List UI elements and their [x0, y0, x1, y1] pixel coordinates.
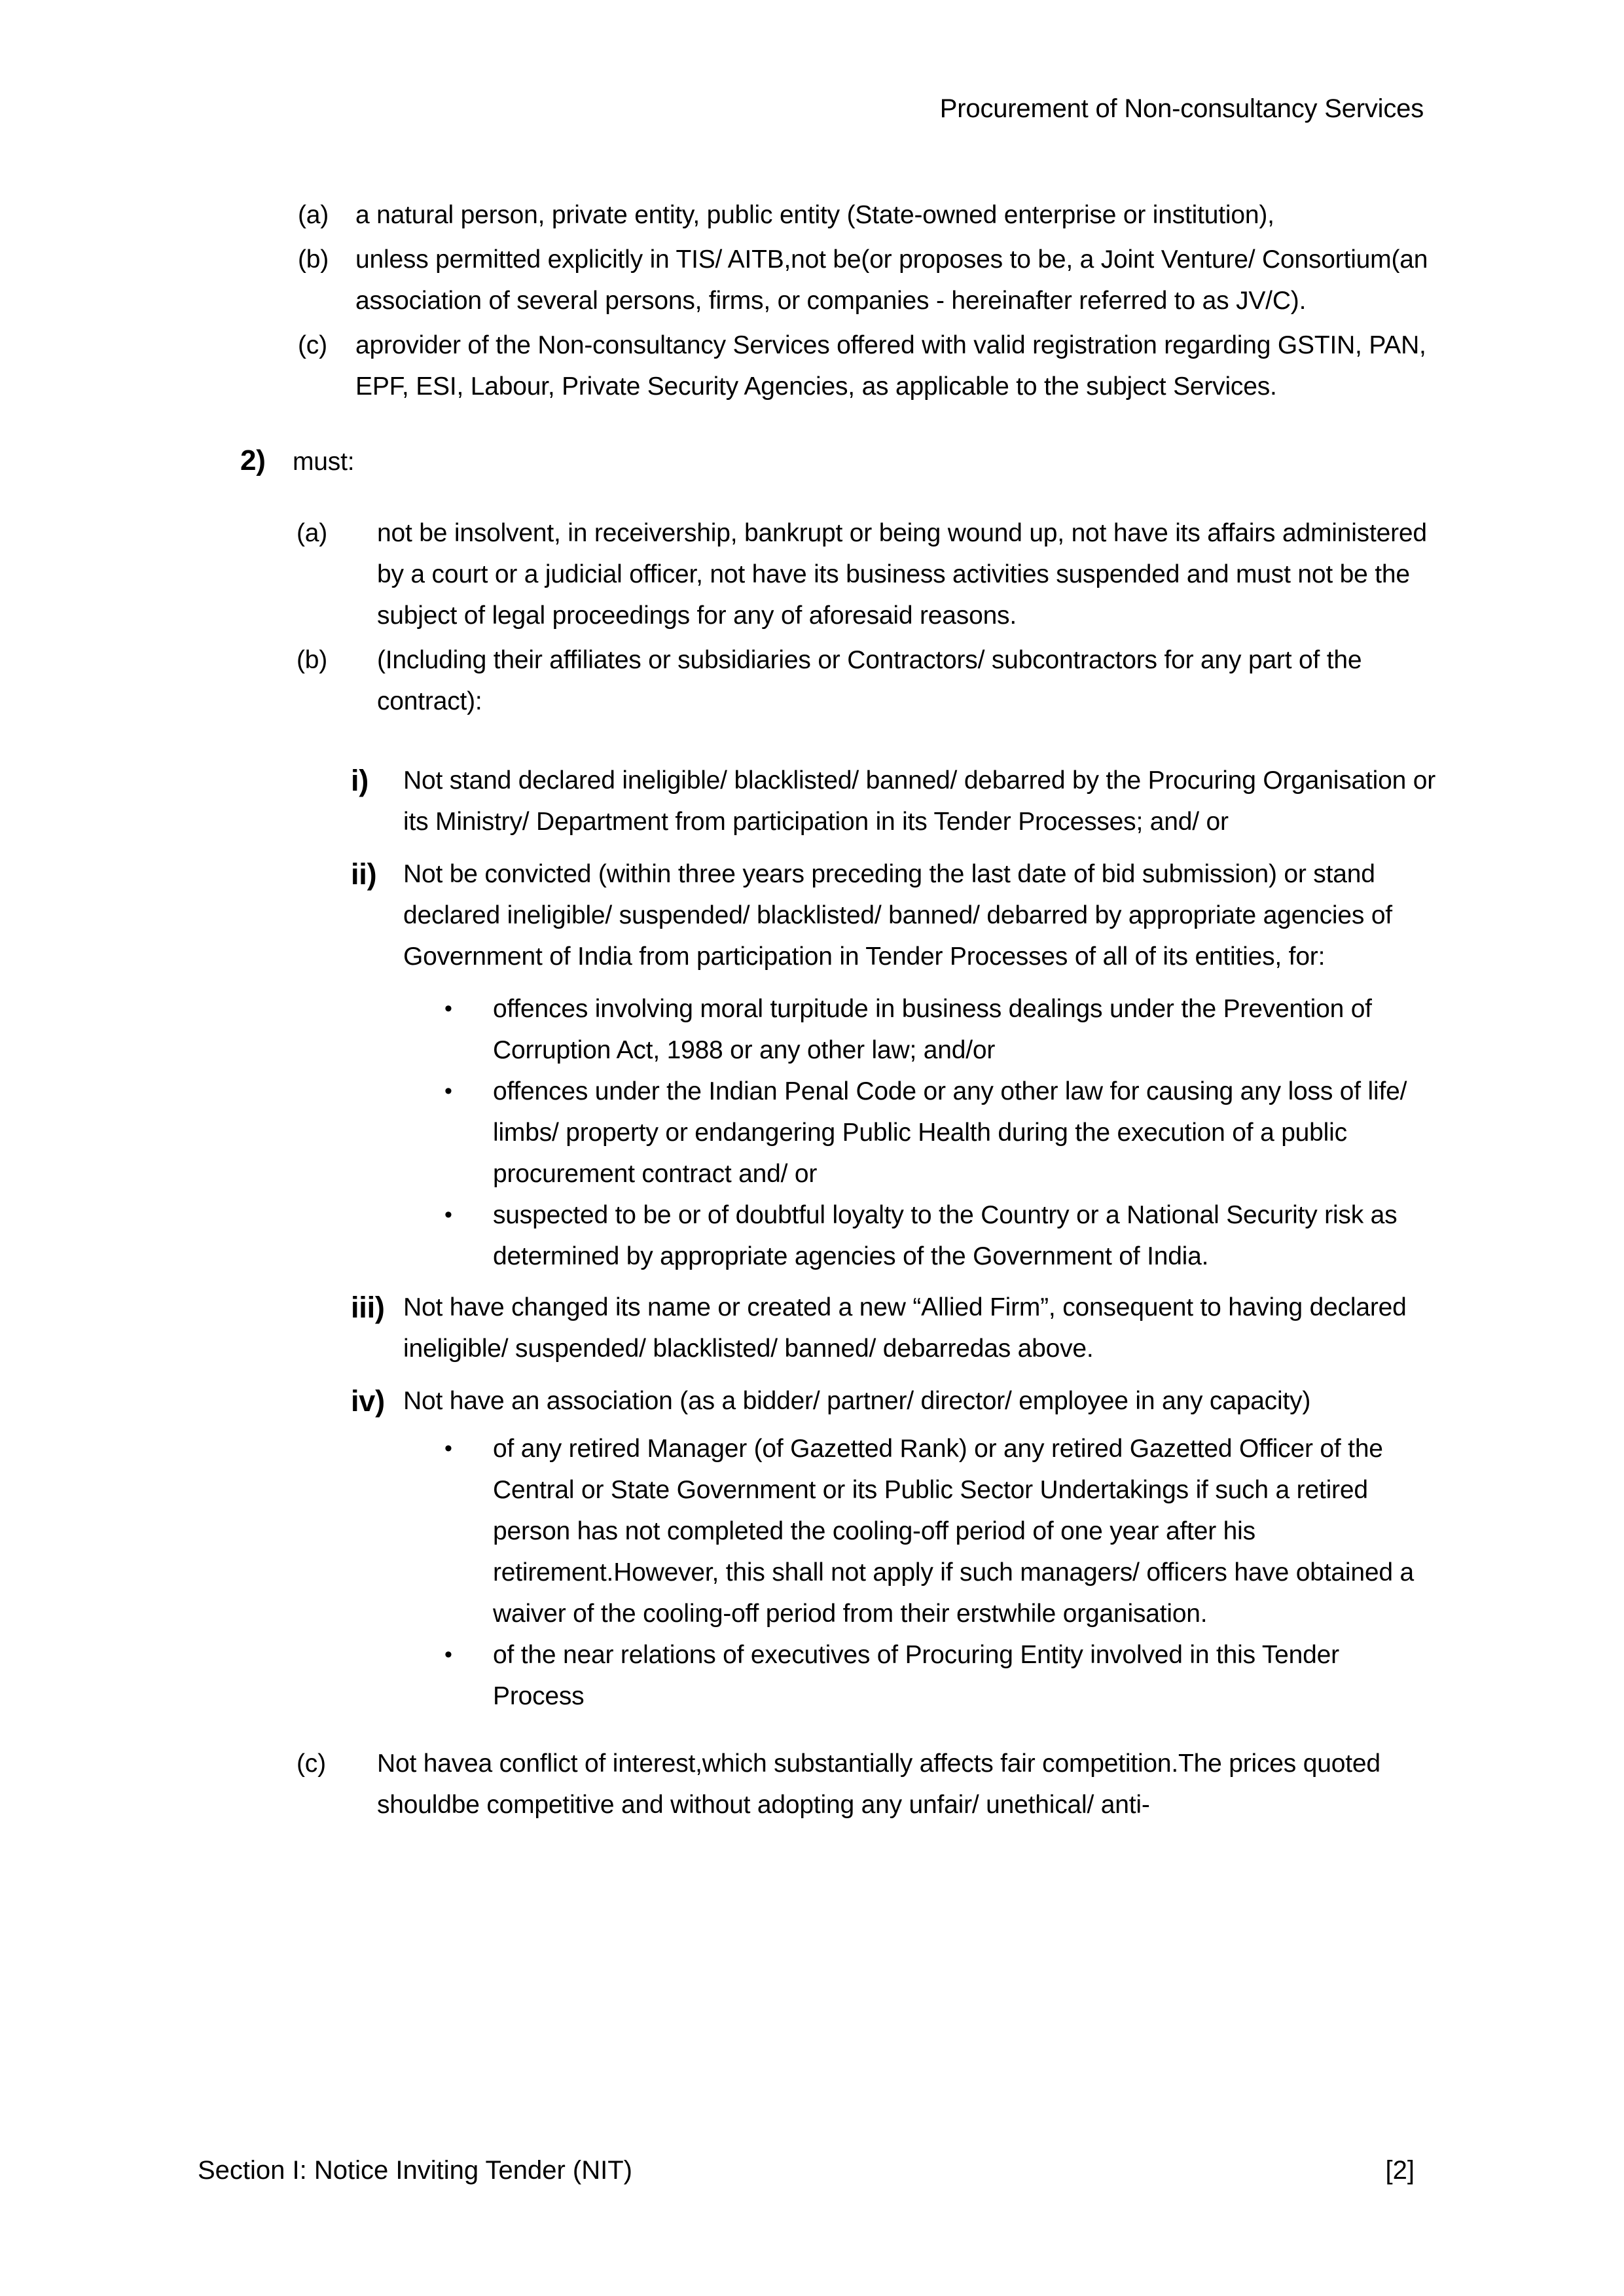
- section-2-item-b: [297, 639, 1442, 722]
- list-item-b-text: unless permitted explicitly in TIS/ AITB,not be(or proposes to be, a Joint Venture/ Consortium(an association of several persons, firms, or companies - hereinafter referred to as JV/C).: [355, 245, 1428, 315]
- header-title: Procurement of Non-consultancy Services: [939, 94, 1424, 123]
- page-header: [196, 93, 1424, 124]
- bullet-icon: •: [444, 1079, 452, 1103]
- bullet-icon: •: [444, 1202, 452, 1227]
- list-item-a-label: (a): [298, 201, 329, 229]
- bullet-text: suspected to be or of doubtful loyalty to the Country or a National Security risk as determined by appropriate agencies of the Government of India.: [493, 1201, 1398, 1270]
- list-item-c: [298, 325, 1440, 407]
- section-2-item-c-label: (c): [297, 1749, 326, 1778]
- bullet-item: [444, 1071, 1433, 1194]
- bullet-item: [444, 1194, 1433, 1277]
- section-2-item-a: [297, 512, 1442, 636]
- list-item-c-label: (c): [298, 331, 327, 359]
- bullet-icon: •: [444, 1436, 452, 1461]
- footer-section-title: Section I: Notice Inviting Tender (NIT): [198, 2156, 632, 2185]
- list-item-b: [298, 239, 1440, 321]
- bullet-item: [444, 1428, 1433, 1634]
- roman-item-iii: [351, 1287, 1437, 1369]
- roman-item-i-label: i): [351, 764, 369, 797]
- bullet-text: offences involving moral turpitude in business dealings under the Prevention of Corruption Act, 1988 or any other law; and/or: [493, 995, 1372, 1064]
- list-item-a: [298, 194, 1440, 236]
- section-2-number: 2): [240, 444, 266, 476]
- roman-item-i: [351, 760, 1437, 842]
- list-item-c-text: aprovider of the Non-consultancy Services offered with valid registration regarding GSTIN, PAN, EPF, ESI, Labour, Private Security Agencies, as applicable to the subject Services.: [355, 331, 1426, 401]
- section-2-item-b-text: (Including their affiliates or subsidiaries or Contractors/ subcontractors for any part of the contract):: [377, 646, 1362, 715]
- section-2-heading: [240, 440, 1624, 482]
- bullet-text: of the near relations of executives of Procuring Entity involved in this Tender Process: [493, 1641, 1339, 1710]
- section-2-item-a-label: (a): [297, 519, 328, 547]
- section-2-item-a-text: not be insolvent, in receivership, bankrupt or being wound up, not have its affairs administered by a court or a judicial officer, not have its business activities suspended and must not be the subject of legal proceedings for any of aforesaid reasons.: [377, 519, 1427, 630]
- bullet-item: [444, 988, 1433, 1071]
- footer-page-number: [2]: [1385, 2156, 1415, 2185]
- roman-item-iv-label: iv): [351, 1384, 385, 1418]
- section-2-item-c-text: Not havea conflict of interest,which substantially affects fair competition.The prices quoted shouldbe competitive and without adopting any unfair/ unethical/ anti-: [377, 1749, 1380, 1819]
- document-body: [0, 194, 1624, 1825]
- bullet-text: of any retired Manager (of Gazetted Rank) or any retired Gazetted Officer of the Central or State Government or its Public Sector Undertakings if such a retired person has not completed the cooling-off period of one year after his retirement.However, this shall not apply if such managers/ officers have obtained a waiver of the cooling-off period from their erstwhile organisation.: [493, 1435, 1414, 1628]
- bullet-item: [444, 1634, 1433, 1717]
- bullet-icon: •: [444, 1642, 452, 1667]
- roman-item-ii-label: ii): [351, 857, 377, 891]
- bullet-icon: •: [444, 996, 452, 1021]
- section-2-item-c: [297, 1743, 1442, 1825]
- roman-item-i-text: Not stand declared ineligible/ blacklisted/ banned/ debarred by the Procuring Organisation or its Ministry/ Department from participation in its Tender Processes; and/ or: [403, 766, 1436, 836]
- roman-item-iii-label: iii): [351, 1291, 385, 1324]
- bullet-text: offences under the Indian Penal Code or any other law for causing any loss of life/ limbs/ property or endangering Public Health during the execution of a public procurement contract and/ or: [493, 1077, 1407, 1188]
- roman-item-iv-text: Not have an association (as a bidder/ partner/ director/ employee in any capacity): [403, 1387, 1311, 1415]
- roman-item-ii: [351, 853, 1437, 977]
- list-item-b-label: (b): [298, 245, 329, 274]
- section-2-item-b-label: (b): [297, 646, 328, 674]
- page-footer: [198, 2155, 1415, 2186]
- roman-item-iv: [351, 1380, 1437, 1422]
- roman-item-iii-text: Not have changed its name or created a new “Allied Firm”, consequent to having declared ineligible/ suspended/ blacklisted/ banned/ debarredas above.: [403, 1293, 1407, 1363]
- list-item-a-text: a natural person, private entity, public entity (State-owned enterprise or institution),: [355, 201, 1274, 229]
- section-2-title: must:: [293, 448, 355, 476]
- roman-item-ii-text: Not be convicted (within three years preceding the last date of bid submission) or stand declared ineligible/ suspended/ blacklisted/ banned/ debarred by appropriate agencies of Government of India from participation in Tender Processes of all of its entities, for:: [403, 860, 1392, 971]
